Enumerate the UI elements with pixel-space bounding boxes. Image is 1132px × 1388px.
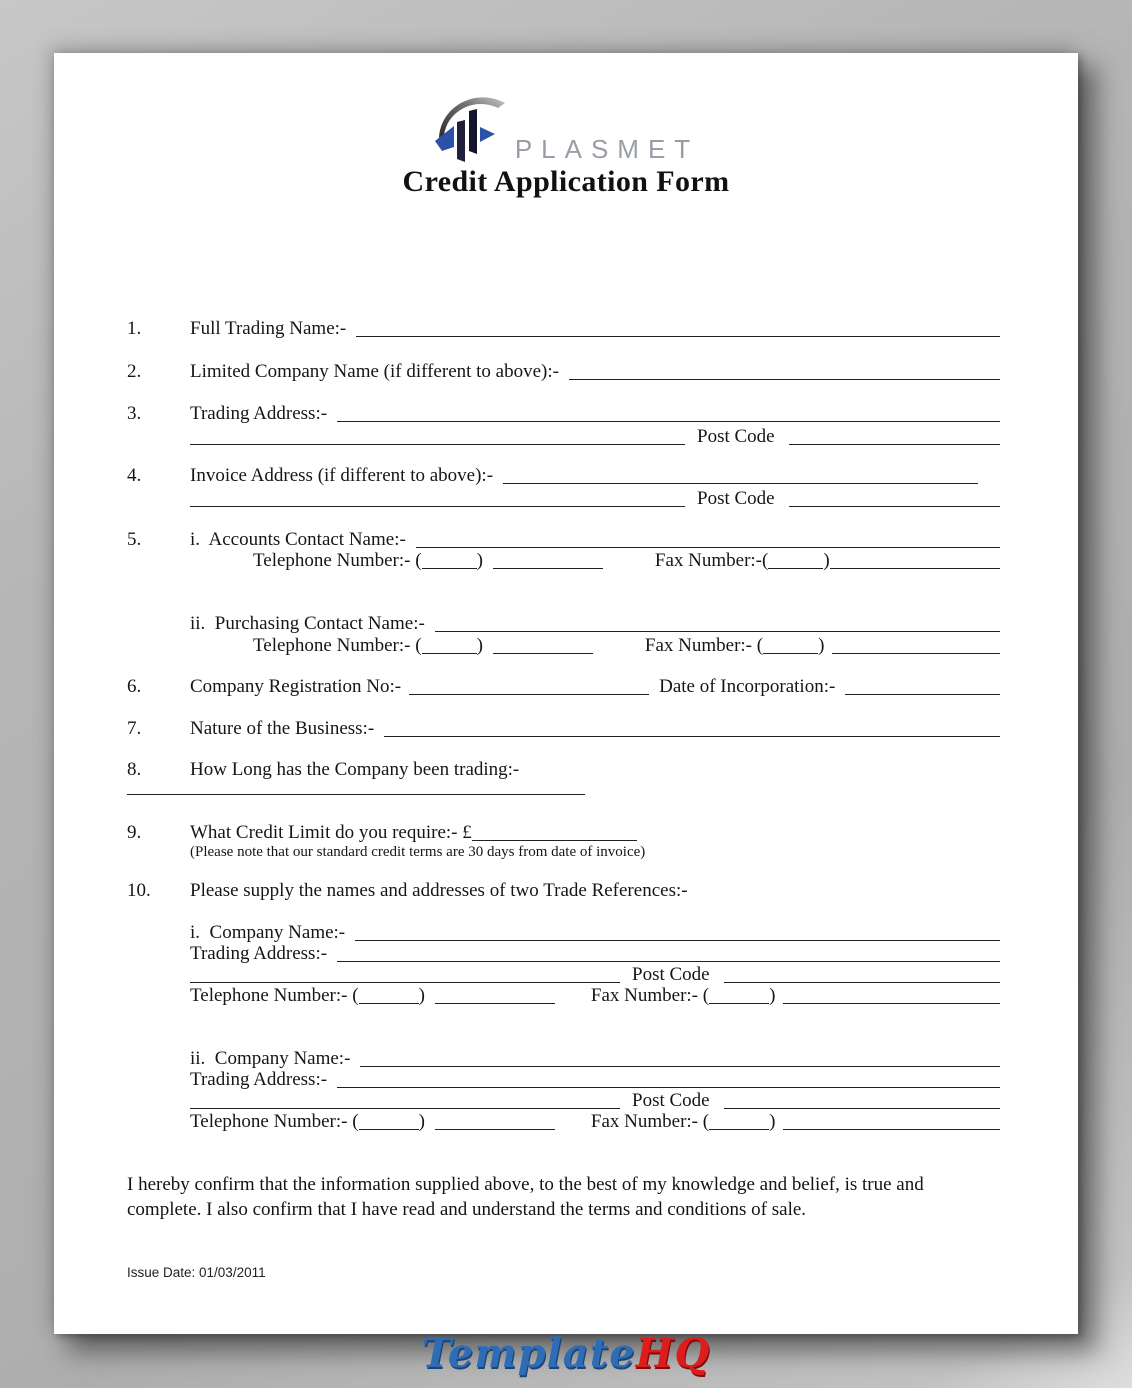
logo-bar-left (457, 120, 465, 162)
post-code-label: Post Code (632, 964, 710, 985)
templatehq-watermark (0, 1330, 1132, 1377)
blank-line (789, 503, 1000, 507)
ref1-telephone-fax (127, 984, 1000, 1007)
field-limited-company-name (127, 360, 1000, 383)
field-invoice-address (127, 464, 1000, 487)
field-label: Trading Address:- (190, 1069, 328, 1090)
logo-arrow-right (480, 127, 495, 142)
blank-line (493, 650, 593, 654)
field-nature-of-business (127, 717, 1000, 740)
field-label: Invoice Address (if different to above):- (190, 465, 494, 486)
item-number: 4. (127, 465, 142, 486)
blank-line (768, 565, 823, 569)
blank-line (763, 650, 818, 654)
item-number: 9. (127, 822, 142, 843)
confirmation-paragraph (127, 1172, 1027, 1222)
blank-line (127, 791, 585, 795)
ref2-trading-address (127, 1068, 1000, 1091)
plasmet-logo-icon (433, 96, 511, 173)
paren-close: ) (818, 635, 825, 656)
ref1-trading-address (127, 942, 1000, 965)
field-label: How Long has the Company been trading:- (190, 759, 520, 780)
blank-line (783, 1126, 1000, 1130)
item-number: 8. (127, 759, 142, 780)
watermark-template: Template (421, 1330, 636, 1377)
field-full-trading-name (127, 317, 1000, 340)
blank-line (845, 691, 1000, 695)
paren-close: ) (476, 550, 483, 571)
blank-line (472, 837, 637, 841)
field-accounts-contact-name (127, 528, 1000, 551)
item-number: 7. (127, 718, 142, 739)
paren-close: ) (823, 550, 830, 571)
post-code-label: Post Code (697, 426, 775, 447)
post-code-label: Post Code (697, 488, 775, 509)
field-label: What Credit Limit do you require:- £ (190, 822, 472, 843)
field-label: i. Accounts Contact Name:- (190, 529, 406, 550)
blank-line (190, 503, 685, 507)
telephone-label: Telephone Number:- ( (190, 985, 359, 1006)
field-label: Limited Company Name (if different to above):- (190, 361, 559, 382)
field-label: ii. Purchasing Contact Name:- (190, 613, 425, 634)
field-label: Please supply the names and addresses of two Trade References:- (190, 880, 688, 901)
field-label: Trading Address:- (190, 403, 328, 424)
blank-line (359, 1000, 419, 1004)
blank-line (422, 565, 477, 569)
incorporation-label: Date of Incorporation:- (659, 676, 836, 697)
item-number: 6. (127, 676, 142, 697)
blank-line (569, 376, 1000, 380)
field-invoice-address-line2 (127, 487, 1000, 510)
blank-line (190, 1105, 620, 1109)
field-trading-address-line2 (127, 425, 1000, 448)
blank-line (709, 1000, 769, 1004)
blank-line (493, 565, 603, 569)
issue-date: Issue Date: 01/03/2011 (127, 1265, 266, 1280)
blank-line (422, 650, 477, 654)
ref2-postcode-row (127, 1089, 1000, 1112)
blank-line (356, 333, 1000, 337)
telephone-label: Telephone Number:- ( (253, 635, 422, 656)
blank-line (355, 937, 1000, 941)
blank-line (416, 544, 1000, 548)
ref2-telephone-fax (127, 1110, 1000, 1133)
blank-line (409, 691, 649, 695)
watermark-hq: HQ (635, 1330, 711, 1377)
field-purchasing-telephone-fax (127, 634, 1000, 657)
field-label: Company Registration No:- (190, 676, 402, 697)
paren-close: ) (769, 985, 776, 1006)
paren-close: ) (769, 1111, 776, 1132)
field-trade-references-heading (127, 879, 1000, 902)
blank-line (337, 958, 1000, 962)
field-trading-address (127, 402, 1000, 425)
field-company-registration (127, 675, 1000, 698)
field-label: ii. Company Name:- (190, 1048, 351, 1069)
blank-line (783, 1000, 1000, 1004)
blank-line (384, 733, 1000, 737)
field-how-long-trading-line (127, 775, 1000, 798)
telephone-label: Telephone Number:- ( (253, 550, 422, 571)
fax-label: Fax Number:- ( (590, 1111, 710, 1132)
blank-line (359, 1126, 419, 1130)
telephone-label: Telephone Number:- ( (190, 1111, 359, 1132)
logo-bar-right (469, 109, 477, 154)
credit-terms-note: (Please note that our standard credit terms are 30 days from date of invoice) (190, 844, 646, 860)
blank-line (190, 441, 685, 445)
field-purchasing-contact-name (127, 612, 1000, 635)
blank-line (190, 979, 620, 983)
field-label: Trading Address:- (190, 943, 328, 964)
paren-close: ) (418, 985, 425, 1006)
blank-line (435, 1126, 555, 1130)
ref1-company-name (127, 921, 1000, 944)
blank-line (709, 1126, 769, 1130)
fax-label: Fax Number:- ( (644, 635, 764, 656)
page-title: Credit Application Form (402, 165, 730, 198)
fax-label: Fax Number:- ( (590, 985, 710, 1006)
blank-line (435, 628, 1000, 632)
blank-line (337, 418, 1000, 422)
blank-line (360, 1063, 1000, 1067)
confirmation-line2: complete. I also confirm that I have read and understand the terms and conditions of sale. (127, 1199, 807, 1220)
blank-line (435, 1000, 555, 1004)
blank-line (724, 979, 1000, 983)
blank-line (337, 1084, 1000, 1088)
paren-close: ) (418, 1111, 425, 1132)
brand-name: PLASMET (514, 134, 700, 164)
confirmation-line1: I hereby confirm that the information supplied above, to the best of my knowledge and belief, is true and (127, 1174, 924, 1195)
field-label: i. Company Name:- (190, 922, 346, 943)
field-accounts-telephone-fax (127, 549, 1000, 572)
field-label: Full Trading Name:- (190, 318, 347, 339)
item-number: 1. (127, 318, 142, 339)
post-code-label: Post Code (632, 1090, 710, 1111)
credit-application-page (54, 53, 1078, 1334)
item-number: 5. (127, 529, 142, 550)
ref2-company-name (127, 1047, 1000, 1070)
field-label: Nature of the Business:- (190, 718, 375, 739)
ref1-postcode-row (127, 963, 1000, 986)
fax-label: Fax Number:-( (654, 550, 769, 571)
blank-line (789, 441, 1000, 445)
item-number: 10. (127, 880, 151, 901)
blank-line (503, 480, 978, 484)
paren-close: ) (476, 635, 483, 656)
plasmet-logo (54, 101, 1078, 173)
item-number: 2. (127, 361, 142, 382)
blank-line (832, 650, 1000, 654)
item-number: 3. (127, 403, 142, 424)
blank-line (724, 1105, 1000, 1109)
blank-line (830, 565, 1000, 569)
field-credit-limit (127, 821, 1000, 844)
